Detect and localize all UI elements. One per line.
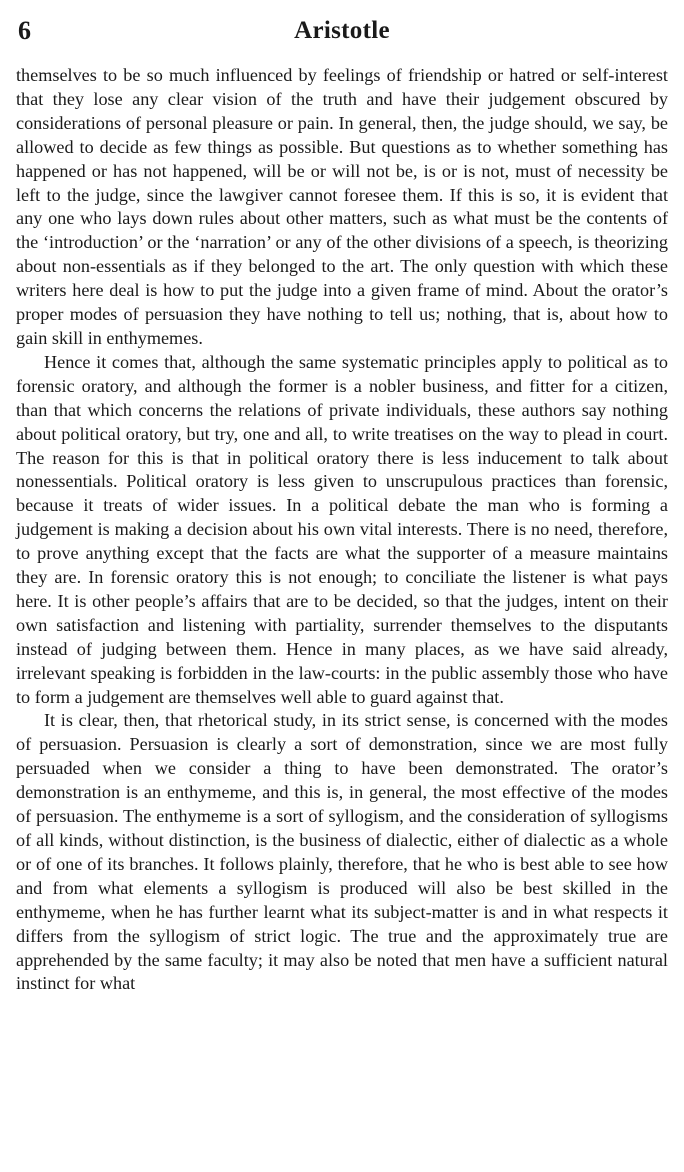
paragraph-1: themselves to be so much influenced by feelings of friendship or hatred or self-interest that they lose any clear vision of the truth and have their judgement obscured by considerations of personal pleasure or pain. In general, then, the judge should, we say, be allowed to decide as few things as possible. But questions as to whether something has happened or has not happened, will be or will not be, is or is not, must of necessity be left to the judge, since the lawgiver cannot foresee them. If this is so, it is evident that any one who lays down rules about other matters, such as what must be the contents of the ‘introduction’ or the ‘narration’ or any of the other divisions of a speech, is theorizing about non-essentials as if they belonged to the art. The only question with which these writers here deal is how to put the judge into a given frame of mind. About the orator’s proper modes of persuasion they have nothing to tell us; nothing, that is, about how to gain skill in enthymemes. [16,65,668,348]
running-header [16,12,668,50]
page-number: 6 [18,16,31,45]
body-text [16,64,668,996]
running-title: Aristotle [294,17,390,44]
paragraph-3: It is clear, then, that rhetorical study, in its strict sense, is concerned with the modes of persuasion. Persuasion is clearly a sort of demonstration, since we are most fully persuaded when we consider a thing to have been demonstrated. The orator’s demonstration is an enthymeme, and this is, in general, the most effective of the modes of persuasion. The enthymeme is a sort of syllogism, and the consideration of syllogisms of all kinds, without distinction, is the business of dialectic, either of dialectic as a whole or of one of its branches. It follows plainly, therefore, that he who is best able to see how and from what elements a syllogism is produced will also be best skilled in the enthymeme, when he has further learnt what its subject-matter is and in what respects it differs from the syllogism of strict logic. The true and the approximately true are apprehended by the same faculty; it may also be noted that men have a sufficient natural instinct for what [16,710,668,994]
paragraph-2: Hence it comes that, although the same systematic principles apply to political as to forensic oratory, and although the former is a nobler business, and fitter for a citizen, than that which concerns the relations of private individuals, these authors say nothing about political oratory, but try, one and all, to write treatises on the way to plead in court. The reason for this is that in political oratory there is less inducement to talk about nonessentials. Political oratory is less given to unscrupulous practices than forensic, because it treats of wider issues. In a political debate the man who is forming a judgement is making a decision about his own vital interests. There is no need, therefore, to prove anything except that the facts are what the supporter of a measure maintains they are. In forensic oratory this is not enough; to conciliate the listener is what pays here. It is other people’s affairs that are to be decided, so that the judges, intent on their own satisfaction and listening with partiality, surrender themselves to the disputants instead of judging between them. Hence in many places, as we have said already, irrelevant speaking is forbidden in the law-courts: in the public assembly those who have to form a judgement are themselves well able to guard against that. [16,351,668,707]
